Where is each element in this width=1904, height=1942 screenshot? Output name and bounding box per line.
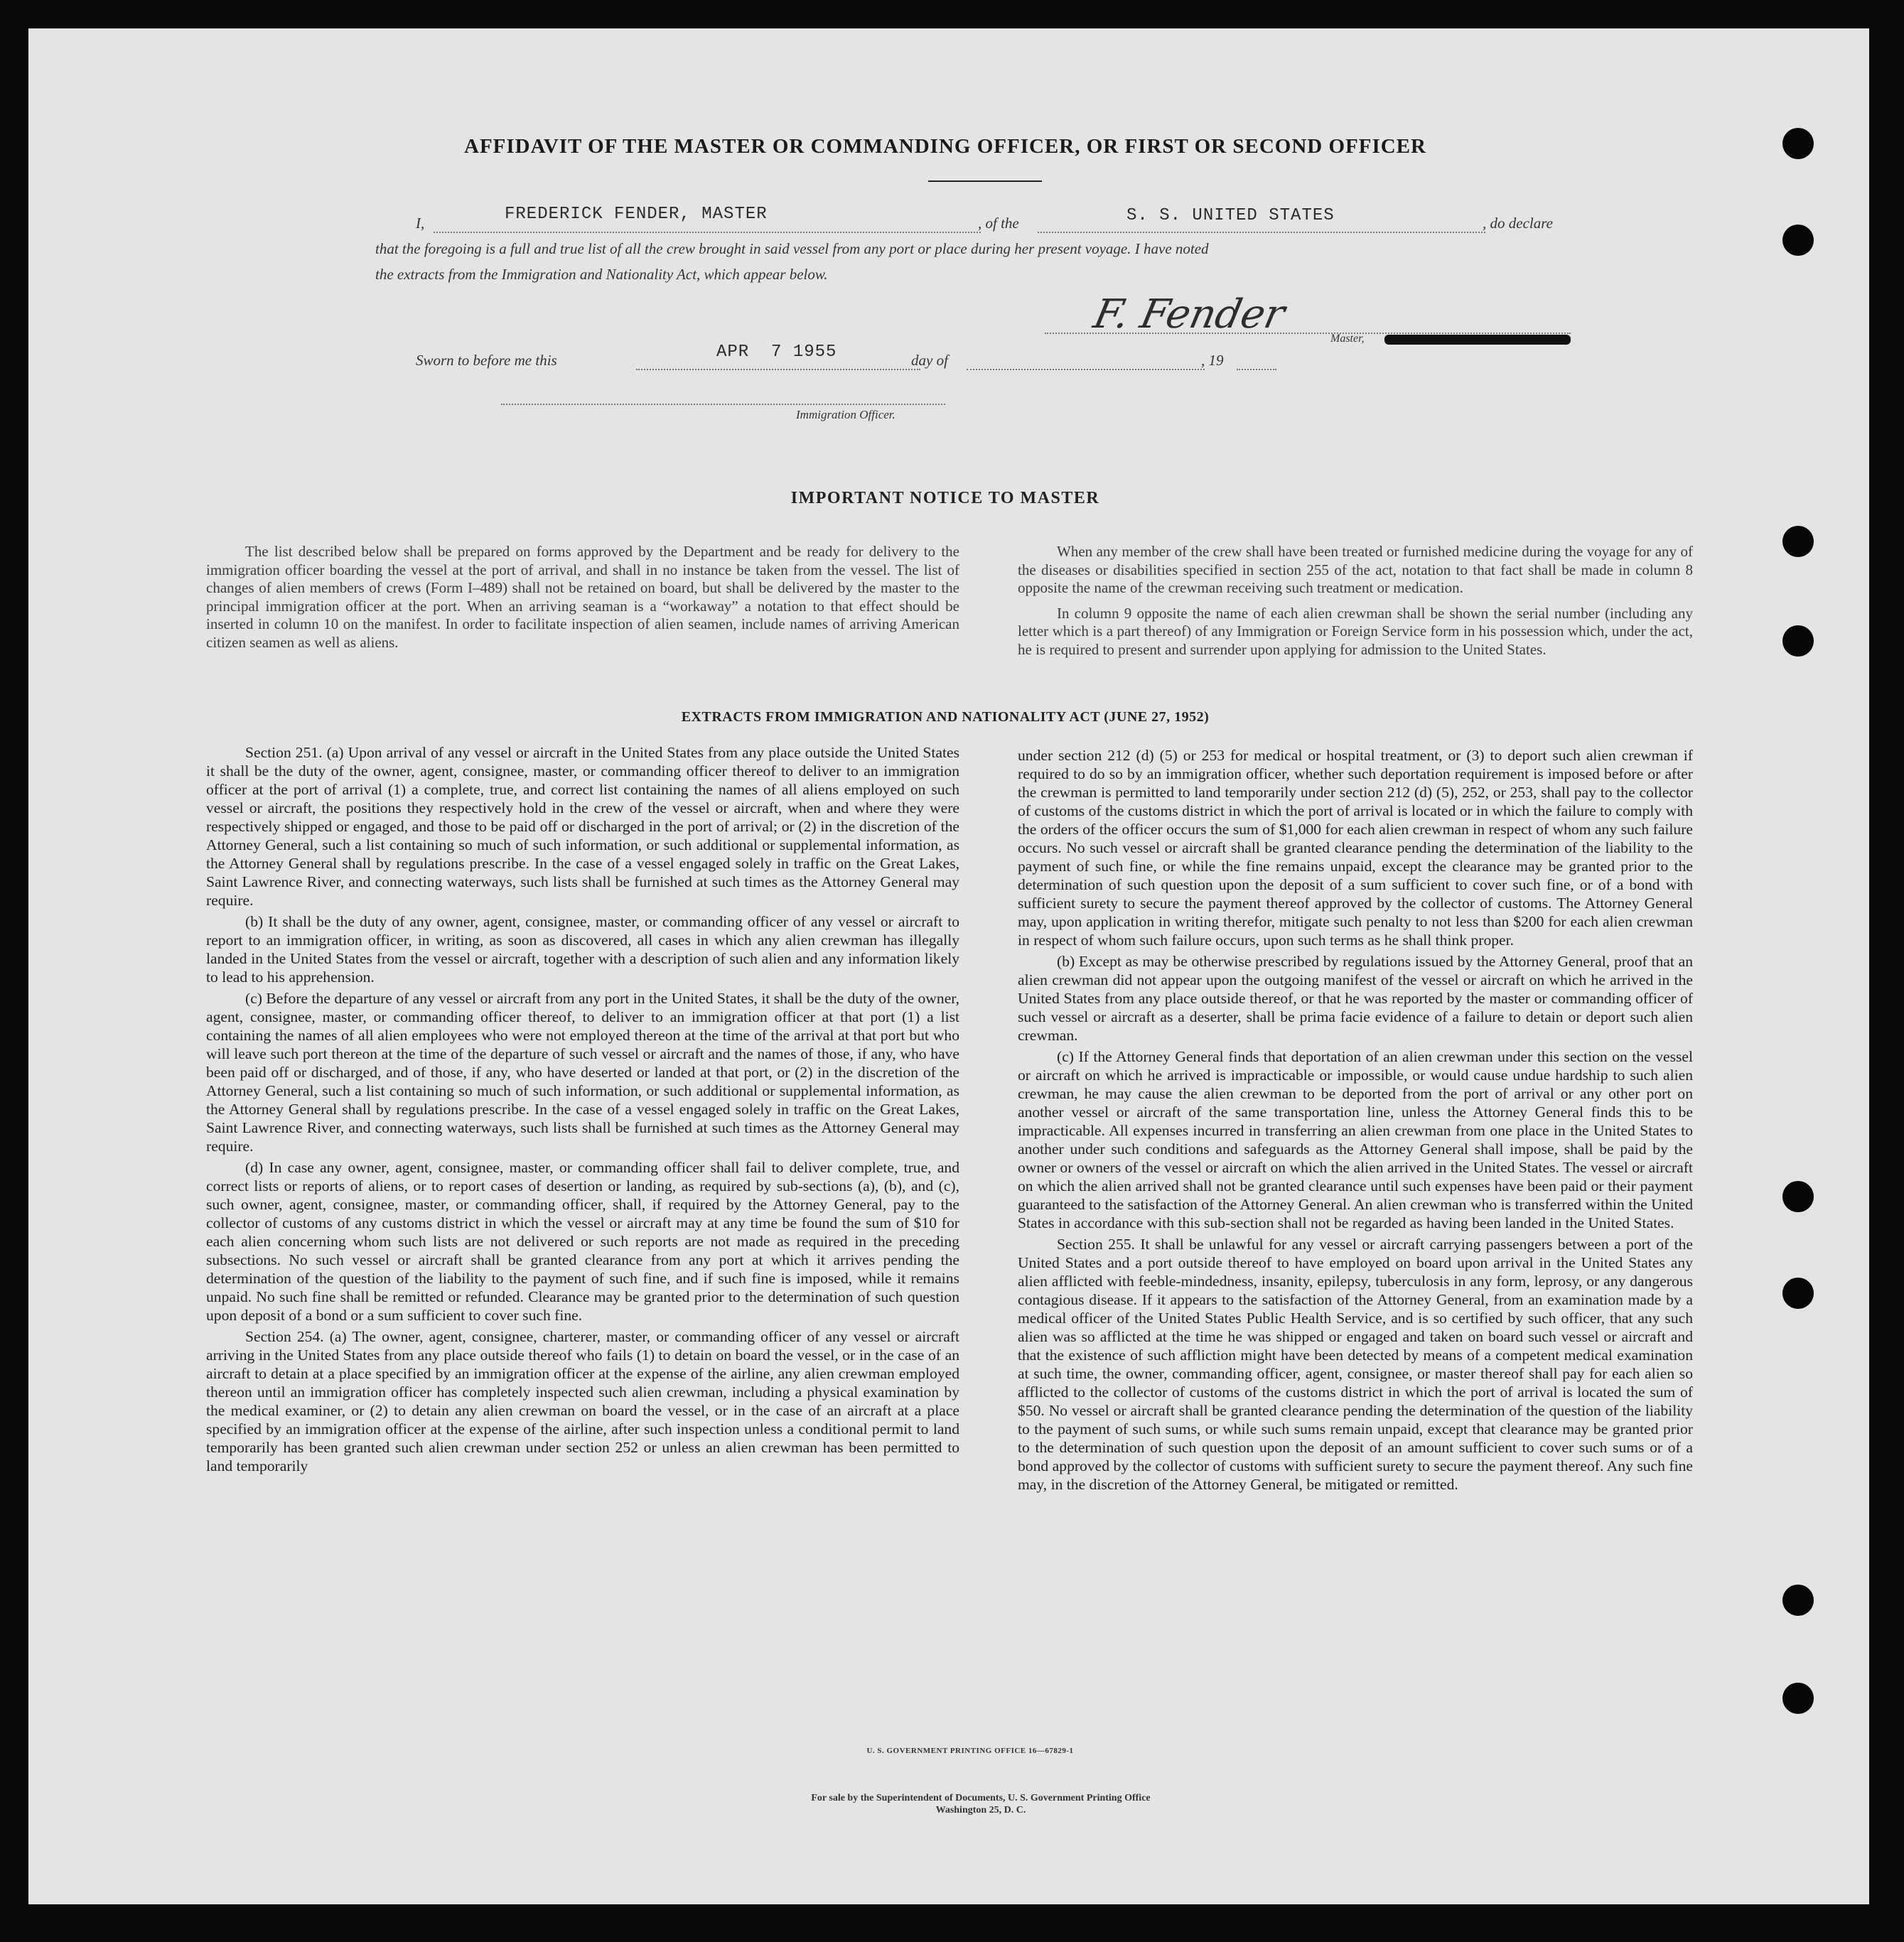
month-line — [967, 369, 1205, 370]
officer-line — [501, 404, 945, 405]
day-of-label: day of — [911, 352, 948, 369]
punch-hole — [1782, 225, 1814, 256]
footer-line-2: Washington 25, D. C. — [935, 1805, 1026, 1816]
master-name: FREDERICK FENDER, MASTER — [505, 205, 768, 224]
section-251-c: (c) Before the departure of any vessel or aircraft from any port in the United States, it shall be the duty of the owner, agent, consignee, master, or commanding officer thereof, to deliver to an immigration officer at that port (1) a list containing the names of all alien employees who were not employed thereon at the time of the arrival at that port but who will leave such port thereon at the time of the departure of such vessel or aircraft and the names of those, if any, who have been paid off or discharged, and of those, if any, who have deserted or landed at that port, or (2) in the discretion of the Attorney General, such a list containing so much of such information, or such additional or supplemental information, as the Attorney General shall by regulations prescribe. In the case of a vessel engaged solely in traffic on the Great Lakes, Saint Lawrence River, and connecting waterways, such lists shall be furnished at such times as the Attorney General may require. — [206, 990, 959, 1155]
do-declare-label: , do declare — [1483, 215, 1553, 232]
sworn-date: APR 7 1955 — [716, 342, 837, 362]
section-254-b: (b) Except as may be otherwise prescribed by regulations issued by the Attorney General, proof that an alien crewman did not appear upon the outgoing manifest of the vessel or aircraft on which he arrived in the United States from any place outside thereof, or that he was reported by the master or commanding officer of such vessel or aircraft as a deserter, shall be prima facie evidence of a failure to detain or deport such alien crewman. — [1018, 953, 1693, 1044]
of-the-label: , of the — [978, 215, 1019, 232]
declaration-statement-2: the extracts from the Immigration and Nationality Act, which appear below. — [375, 266, 828, 283]
notice-right-paragraph-1: When any member of the crew shall have been treated or furnished medicine during the voyage for any of the diseases or disabilities specified in section 255 of the act, notation to that fact shall be made in column 8 opposite the name of the crewman receiving such treatment or medication. — [1018, 543, 1693, 597]
notice-right — [1018, 543, 1693, 659]
year-line — [1237, 369, 1276, 370]
signature-line — [1045, 333, 1571, 334]
immigration-officer-label: Immigration Officer. — [796, 408, 895, 421]
notice-heading: IMPORTANT NOTICE TO MASTER — [790, 489, 1100, 507]
i-label: I, — [416, 215, 425, 232]
printer-line: U. S. GOVERNMENT PRINTING OFFICE 16—67829-1 — [866, 1747, 1074, 1755]
punch-hole — [1782, 526, 1814, 557]
name-line — [434, 232, 981, 233]
affidavit-title: AFFIDAVIT OF THE MASTER OR COMMANDING OFFICER, OR FIRST OR SECOND OFFICER — [464, 135, 1426, 158]
section-251-d: (d) In case any owner, agent, consignee, master, or commanding officer shall fail to deliver complete, true, and correct lists or reports of aliens, or to report cases of desertion or landing, as required by sub-sections (a), (b), and (c), such owner, agent, consignee, master, or commanding officer, shall, if required by the Attorney General, pay to the collector of customs of any customs district in which the vessel or aircraft may at any time be found the sum of $10 for each alien concerning whom such lists are not delivered or such reports are not made as required in the preceding subsections. No such vessel or aircraft shall be granted clearance from any port at which it arrives pending the determination of the question of the liability to the payment of such fine, and if such fine is imposed, while it remains unpaid. No such fine shall be remitted or refunded. Clearance may be granted prior to the determination of such question upon deposit of a bond or a sum sufficient to cover such fine. — [206, 1159, 959, 1324]
title-underline — [928, 180, 1042, 182]
footer-line-1: For sale by the Superintendent of Documents, U. S. Government Printing Office — [811, 1793, 1151, 1803]
punch-hole — [1782, 1181, 1814, 1212]
vessel-line — [1038, 232, 1485, 233]
notice-left — [206, 543, 959, 652]
punch-hole — [1782, 1278, 1814, 1309]
footer — [625, 1792, 1336, 1816]
extracts-right-column — [1018, 746, 1693, 1496]
section-254-c: (c) If the Attorney General finds that deportation of an alien crewman under this section on the vessel or aircraft on which he arrived is impracticable or impossible, or would cause undue hardship to such alien crewman, he may cause the alien crewman to be deported from the port of arrival or any other port on another vessel or aircraft of the same transportation line, unless the Attorney General finds this to be impracticable. All expenses incurred in transferring an alien crewman from one place in the United States to another under such conditions and safeguards as the Attorney General shall impose, shall be paid by the owner or owners of the vessel or aircraft on which the alien arrived in the United States. The vessel or aircraft on which the alien arrived shall not be granted clearance until such expenses have been paid or their payment guaranteed to the satisfaction of the Attorney General. An alien crewman who is transferred within the United States in accordance with this sub-section shall not be regarded as having been landed in the United States. — [1018, 1048, 1693, 1231]
extracts-heading: EXTRACTS FROM IMMIGRATION AND NATIONALITY ACT (JUNE 27, 1952) — [681, 709, 1210, 725]
notice-right-paragraph-2: In column 9 opposite the name of each alien crewman shall be shown the serial number (including any letter which is a part thereof) of any Immigration or Foreign Service form in his possession which, under the act, he is required to present and surrender upon applying for admission to the United States. — [1018, 604, 1693, 658]
sworn-label: Sworn to before me this — [416, 352, 557, 369]
punch-hole — [1782, 128, 1814, 159]
redaction-mark — [1384, 335, 1571, 345]
section-254-a-continued: under section 212 (d) (5) or 253 for medical or hospital treatment, or (3) to deport such alien crewman if required to do so by an immigration officer, whether such deportation requirement is imposed before or after the crewman is permitted to land temporarily under section 212 (d) (5), 252, or 253, shall pay to the collector of customs of the customs district in which the port of arrival is located or in which the failure to comply with the orders of the officer occurs the sum of $1,000 for each alien crewman in respect of whom any such failure occurs. No such vessel or aircraft shall be granted clearance pending the determination of the liability to the payment of such fine, or while the fine remains unpaid, except the clearance may be granted prior to the determination of such question upon the deposit of a sum sufficient to cover such fine, or of a bond with sufficient surety to secure the payment thereof approved by the collector of customs. The Attorney General may, upon application in writing therefor, mitigate such penalty to not less than $200 for each alien crewman in respect of whom such failure occurs, upon such terms as he shall think proper. — [1018, 747, 1693, 949]
master-signature: F. Fender — [1090, 291, 1289, 338]
punch-hole — [1782, 1585, 1814, 1616]
notice-left-paragraph: The list described below shall be prepared on forms approved by the Department and be ready for delivery to the immigration officer boarding the vessel at the port of arrival, and shall in no instance be taken from the vessel. The list of changes of alien members of crews (Form I–489) shall not be retained on board, but shall be delivered by the master to the principal immigration officer at the port. When an arriving seaman is a “workaway” a notation to that effect should be inserted in column 10 on the manifest. In order to facilitate inspection of alien seamen, include names of arriving American citizen seamen as well as aliens. — [206, 543, 959, 651]
master-label: Master, — [1330, 333, 1365, 345]
sworn-date-line — [636, 369, 920, 370]
year-label: , 19 — [1201, 352, 1224, 369]
declaration-statement: that the foregoing is a full and true list of all the crew brought in said vessel from any port or place during her present voyage. I have noted — [375, 240, 1209, 257]
section-254-a: Section 254. (a) The owner, agent, consignee, charterer, master, or commanding officer of any vessel or aircraft arriving in the United States from any place outside thereof who fails (1) to detain on board the vessel, or in the case of an aircraft to detain at a place specified by an immigration officer at the expense of the airline, any alien crewman employed thereon until an immigration officer has completely inspected such alien crewman, including a physical examination by the medical examiner, or (2) to detain any alien crewman on board the vessel, or in the case of an aircraft at a place specified by an immigration officer at the expense of the airline, after such inspection unless a conditional permit to land temporarily has been granted such alien crewman under section 252 or unless an alien crewman has been permitted to land temporarily — [206, 1328, 959, 1474]
document-page — [28, 28, 1869, 1904]
section-251-a: Section 251. (a) Upon arrival of any vessel or aircraft in the United States from any place outside the United States it shall be the duty of the owner, agent, consignee, master, or commanding officer thereof to deliver to an immigration officer at the port of arrival (1) a complete, true, and correct list containing the names of all aliens employed on such vessel or aircraft, the positions they respectively hold in the crew of the vessel or aircraft, when and where they were respectively shipped or engaged, and those to be paid off or discharged in the port of arrival; or (2) in the discretion of the Attorney General, such a list containing so much of such information, or such additional or supplemental information, as the Attorney General shall by regulations prescribe. In the case of a vessel engaged solely in traffic on the Great Lakes, Saint Lawrence River, and connecting waterways, such lists shall be furnished at such times as the Attorney General may require. — [206, 744, 959, 909]
punch-hole — [1782, 1683, 1814, 1714]
vessel-name: S. S. UNITED STATES — [1126, 206, 1335, 225]
section-251-b: (b) It shall be the duty of any owner, agent, consignee, master, or commanding officer of any vessel or aircraft to report to an immigration officer, in writing, as soon as discovered, all cases in which any alien crewman has illegally landed in the United States from the vessel or aircraft, together with a description of such alien and any information likely to lead to his apprehension. — [206, 913, 959, 986]
section-255: Section 255. It shall be unlawful for any vessel or aircraft carrying passengers between a port of the United States and a port outside thereof to have employed on board upon arrival in the United States any alien afflicted with feeble-mindedness, insanity, epilepsy, tuberculosis in any form, leprosy, or any dangerous contagious disease. If it appears to the satisfaction of the Attorney General, from an examination made by a medical officer of the United States Public Health Service, and is so certified by such officer, that any such alien was so afflicted at the time he was shipped or engaged and taken on board such vessel or aircraft and that the existence of such affliction might have been detected by means of a competent medical examination at such time, the owner, commanding officer, agent, consignee, or master thereof shall pay for each alien so afflicted to the collector of customs of the customs district in which the port of arrival is located the sum of $50. No vessel or aircraft shall be granted clearance pending the determination of the question of the liability to the payment of such sums, or while such sums remain unpaid, except that clearance may be granted prior to the determination of such question upon the deposit of an amount sufficient to cover such sums or of a bond approved by the collector of customs with sufficient surety to secure the payment thereof. Any such fine may, in the discretion of the Attorney General, be mitigated or remitted. — [1018, 1236, 1693, 1493]
extracts-left-column — [206, 743, 959, 1478]
punch-hole — [1782, 625, 1814, 657]
